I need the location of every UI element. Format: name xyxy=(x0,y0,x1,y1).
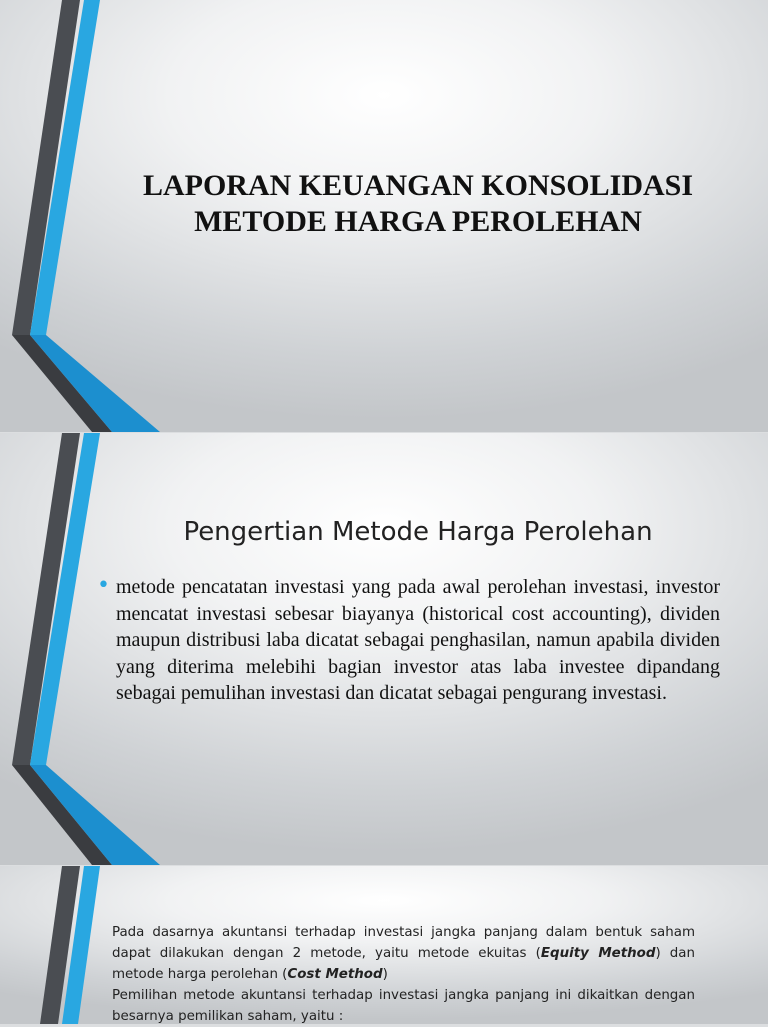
slide-2-title: Pengertian Metode Harga Perolehan xyxy=(183,517,653,547)
equity-method-term: Equity Method xyxy=(540,946,656,961)
slide-1 xyxy=(0,0,768,432)
p1-text-c: ) xyxy=(382,967,388,982)
cost-method-term: Cost Method xyxy=(287,967,383,982)
p1-text-a: Pada dasarnya akuntansi terhadap investasi jangka panjang dalam bentuk saham dapat dilakukan dengan 2 metode, yaitu metode ekuitas ( xyxy=(112,925,695,961)
title-line-1: LAPORAN KEUANGAN KONSOLIDASI xyxy=(142,169,694,202)
bullet-dot-icon: • xyxy=(97,573,110,598)
slide-3-paragraph-1 xyxy=(112,922,695,985)
title-line-2: METODE HARGA PEROLEHAN xyxy=(194,205,642,238)
slide-1-title xyxy=(100,168,736,240)
slide-3-paragraph-2: Pemilihan metode akuntansi terhadap investasi jangka panjang ini dikaitkan dengan besarnya pemilikan saham, yaitu : xyxy=(112,988,695,1024)
slide-2-bullet-text: metode pencatatan investasi yang pada awal perolehan investasi, investor mencatat investasi sebesar biayanya (historical cost accounting), dividen maupun distribusi laba dicatat sebagai penghasilan, namun apabila dividen yang diterima melebihi bagian investor atas laba investee dipandang sebagai pemulihan investasi dan dicatat sebagai pengurang investasi. xyxy=(116,576,720,705)
slide-3-body xyxy=(112,922,695,1027)
p1-text-b: ) dan metode harga perolehan ( xyxy=(112,946,695,982)
